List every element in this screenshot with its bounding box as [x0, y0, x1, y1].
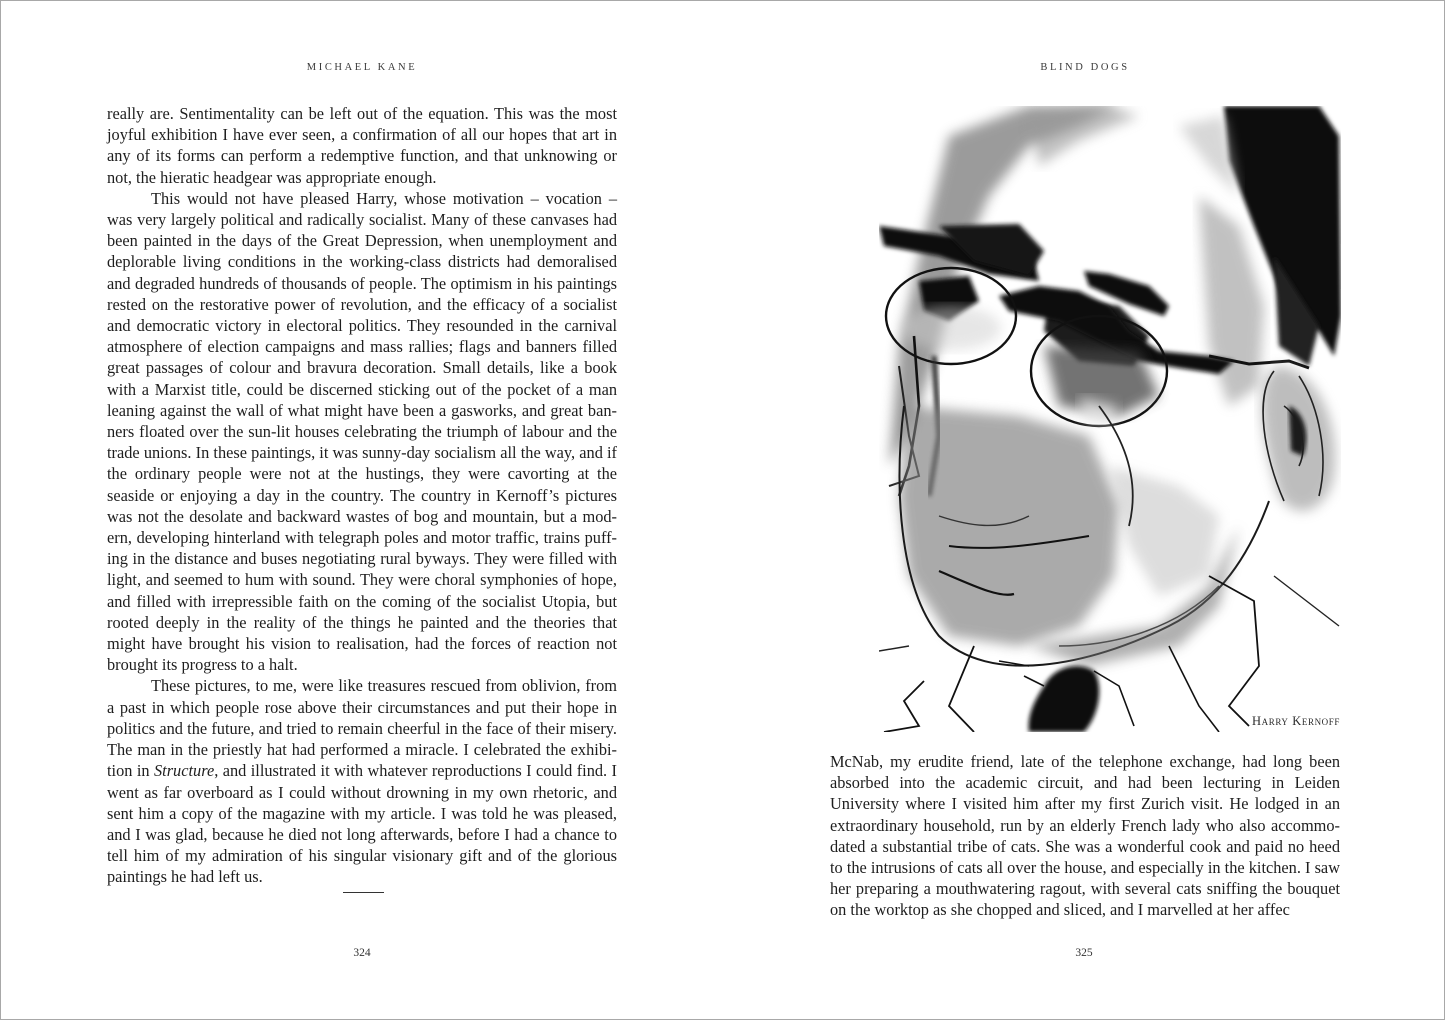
page-number-left: 324 [353, 947, 371, 959]
body-paragraph [830, 751, 1340, 921]
italic-title: Structure [153, 761, 215, 781]
running-head-author: MICHAEL KANE [306, 62, 418, 73]
text-run: McNab, my erudite friend, late of the telephone exchange, had long been absorbed into the academic circuit, and had been lecturing in Leiden University where I visited him after my first Zurich visit. He lodged in an extraordinary household, run by an elderly French lady who also accommodated a substantial tribe of cats. She was a wonderful cook and paid no heed to the intrusions of cats all over the house, and especially in the kitchen. I saw her preparing a mouthwatering ragout, with several cats sniffing the bouquet on the worktop as she chopped and sliced, and I marvelled at her affec [830, 752, 1340, 920]
body-paragraph [107, 675, 617, 887]
left-page [1, 1, 723, 1019]
body-paragraph [107, 188, 617, 676]
text-run: These pictures, to me, were like treasures rescued from oblivion, from a past in which people rose above their circumstances and put their hope in politics and the future, and tried to remain cheerful in the face of their misery. The man in the priestly hat had performed a miracle. I celebrated the exhibition in [107, 676, 617, 781]
page-number-right: 325 [1075, 947, 1093, 959]
section-end-rule [343, 892, 384, 893]
right-body-text [830, 751, 1340, 921]
illustration-caption: Harry Kernoff [1252, 714, 1340, 728]
text-run: This would not have pleased Harry, whose motivation – vocation – was very largely political and radically socialist. Many of these canvases had been painted in the days of the Great Depression, when unemployment and deplorable living conditions in the working-class districts had demoralised and degraded hundreds of thousands of people. The optimism in his paintings rested on the restorative power of revolution, and the efficacy of a socialist and democratic victory in electoral politics. They resounded in the carnival atmosphere of election campaigns and mass rallies; flags and banners filled great passages of colour and bravura decoration. Small details, like a book with a Marxist title, could be discerned sticking out of the pocket of a man leaning against the wall of what might have been a gasworks, and great banners floated over the sun-lit houses celebrating the triumph of labour and the trade unions. In these paintings, it was sunny-day socialism all the way, and if the ordinary people were not at the hustings, they were cavorting at the seaside or enjoying a day in the country. The country in Kernoff’s pictures was not the desolate and backward wastes of bog and mountain, but a modern, developing hinterland with telegraph poles and motor traffic, trains puffing in the distance and buses negotiating rural byways. They were filled with light, and seemed to hum with sound. They were choral symphonies of hope, and filled with irrepressible faith on the coming of the socialist Utopia, but rooted deeply in the reality of the things he painted and the theories that might have brought his vision to realisation, had the forces of reaction not brought its progress to a halt. [107, 188, 617, 675]
text-run: really are. Sentimentality can be left out of the equation. This was the most joyful exhibition I have ever seen, a confirmation of all our hopes that art in any of its forms can perform a redemptive function, and that unknowing or not, the hieratic headgear was appropriate enough. [107, 104, 617, 187]
portrait-illustration [879, 106, 1341, 732]
running-head-title: BLIND DOGS [1040, 62, 1130, 73]
left-body-text [107, 103, 617, 888]
body-paragraph [107, 103, 617, 188]
text-run: , and illustrated it with whatever reproductions I could find. I went as far overboard as I could without drowning in my own rhetoric, and sent him a copy of the magazine with my article. I was told he was pleased, and I was glad, because he died not long afterwards, before I had a chance to tell him of my admiration of his singular visionary gift and of the glorious paintings he had left us. [107, 761, 617, 887]
portrait-ink-drawing [879, 106, 1341, 732]
face-wash [899, 406, 1119, 646]
right-page [723, 1, 1444, 1019]
